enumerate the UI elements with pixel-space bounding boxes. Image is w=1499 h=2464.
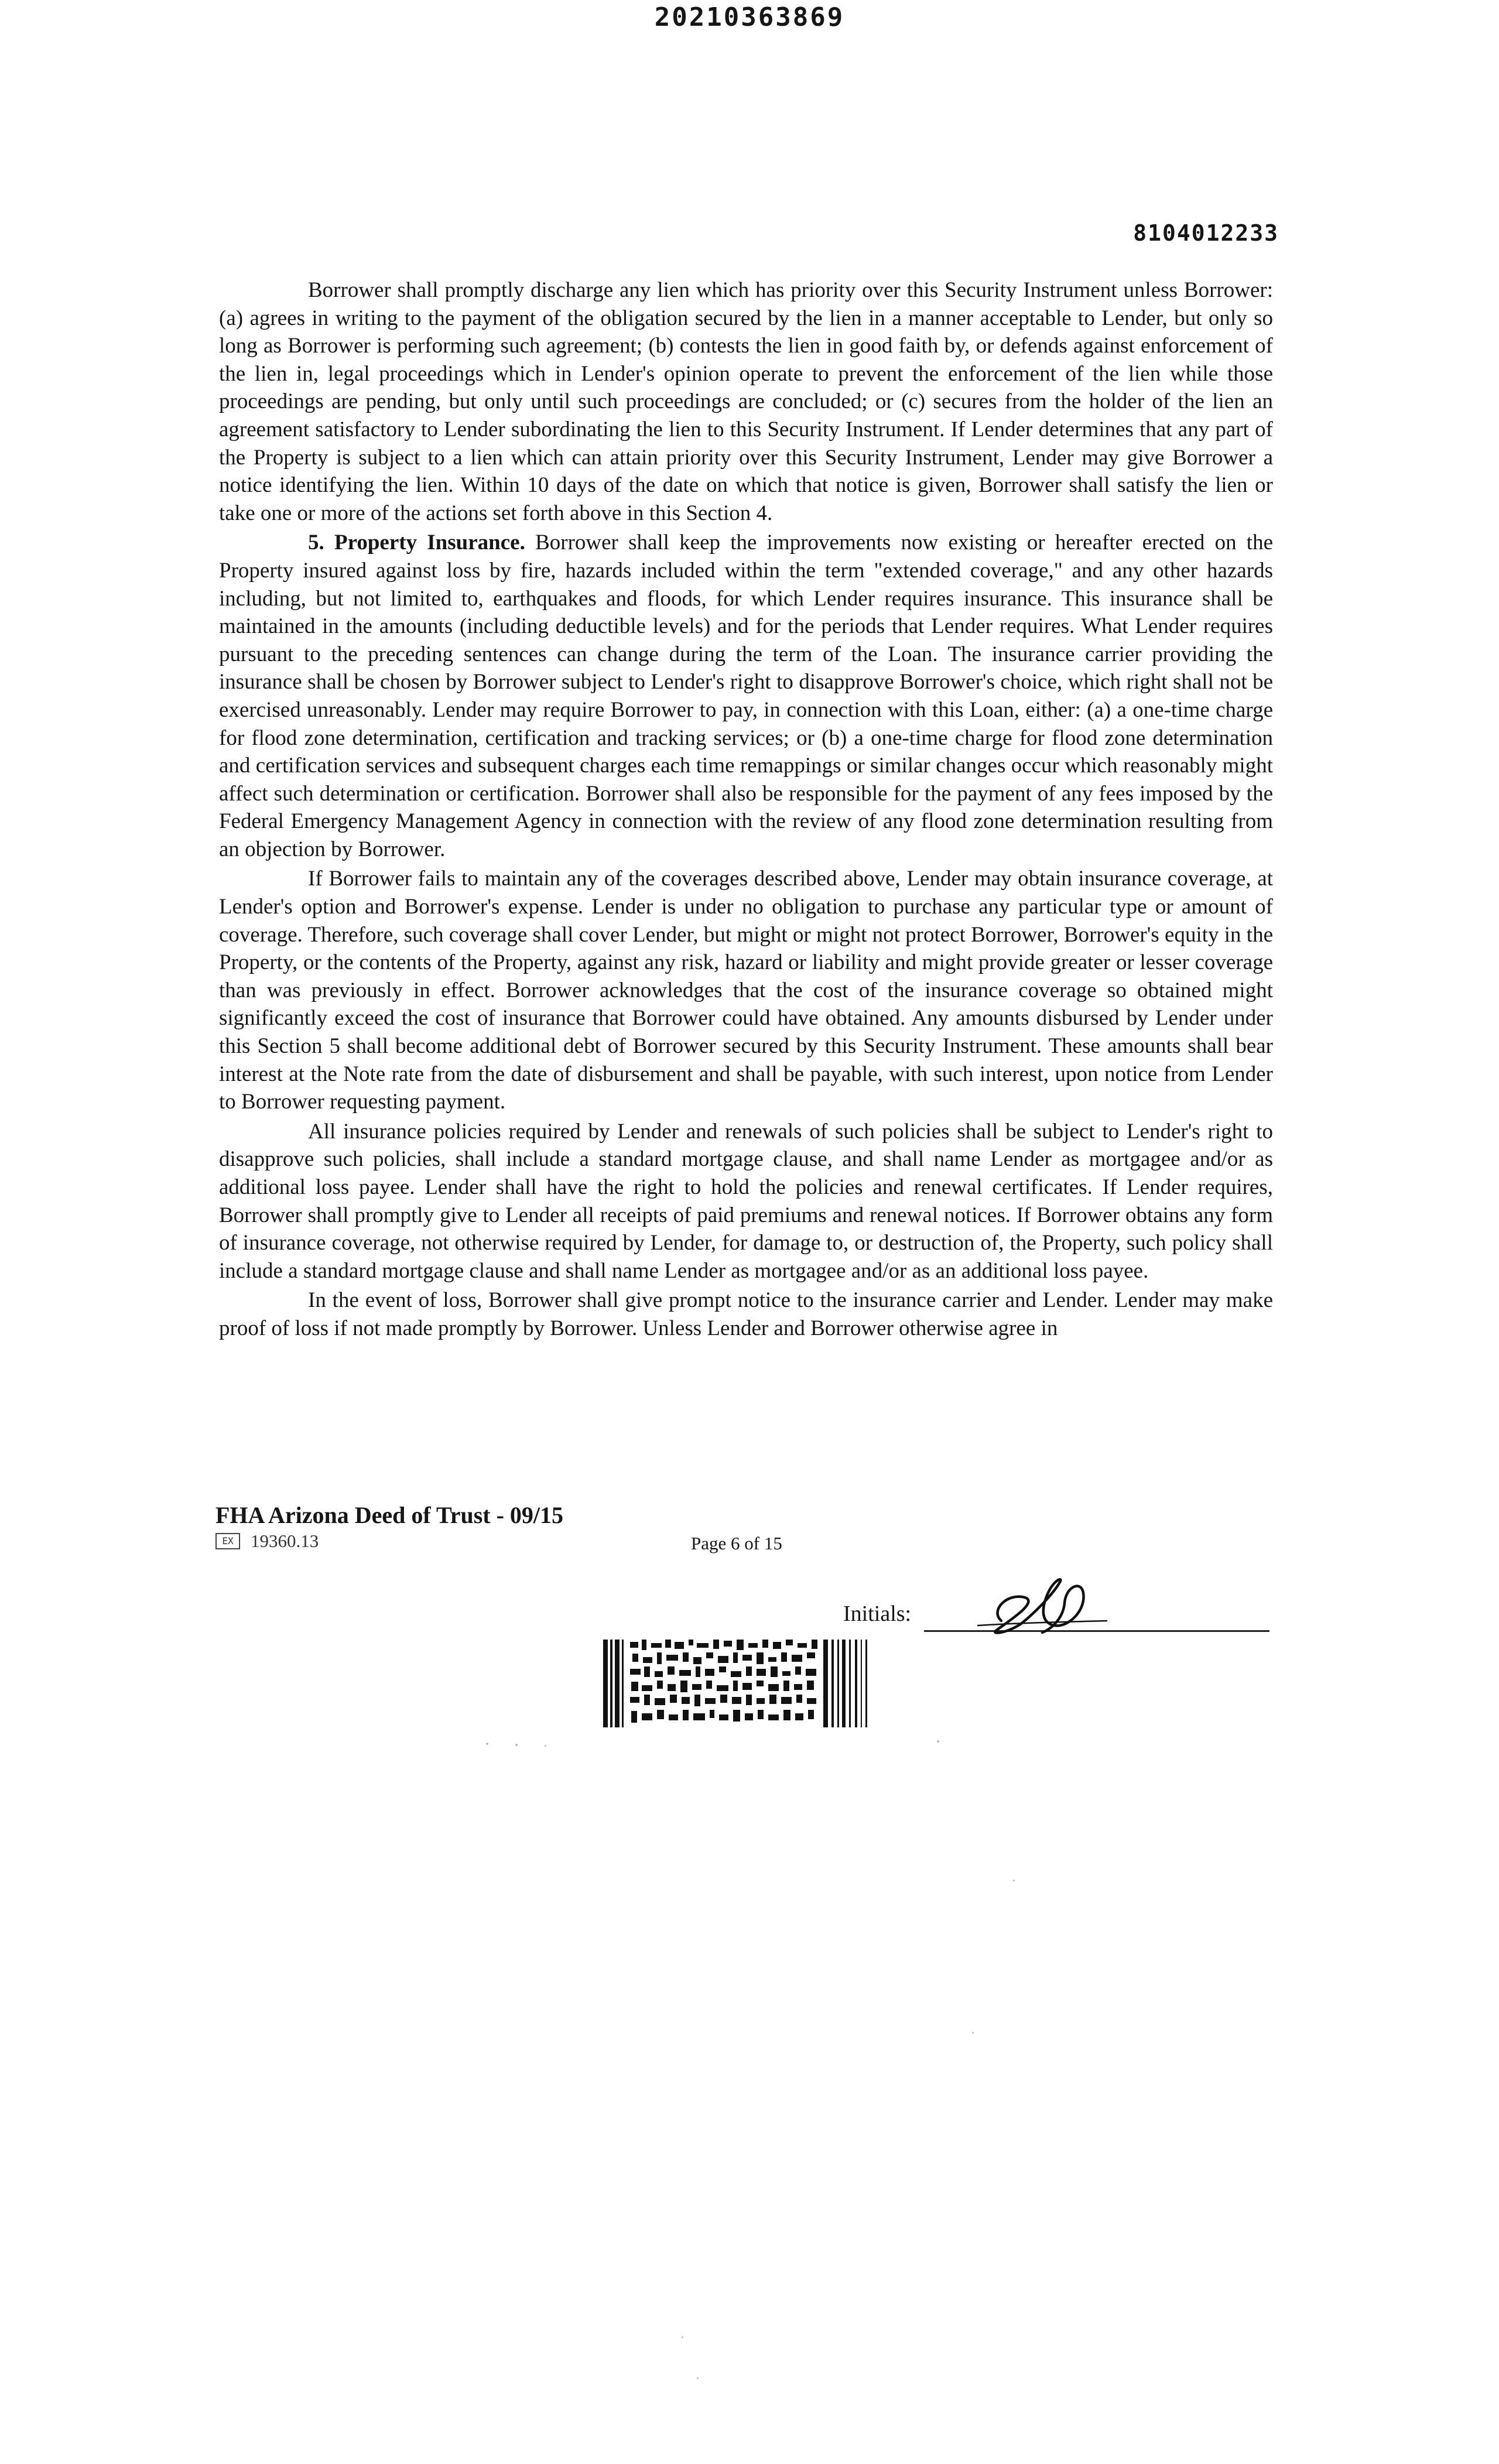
form-code-row — [215, 1531, 319, 1552]
recording-number: 20210363869 — [654, 2, 845, 32]
paragraph-text: All insurance policies required by Lender and renewals of such policies shall be subject to Lender's right to disapprove such policies, shall include a standard mortgage clause, and shall name Lender as mortgagee and/or as additional loss payee. Lender shall have the right to hold the policies and renewal certificates. If Lender requires, Borrower shall promptly give to Lender all receipts of paid premiums and renewal notices. If Borrower obtains any form of insurance coverage, not otherwise required by Lender, for damage to, or destruction of, the Property, such policy shall include a standard mortgage clause and shall name Lender as mortgagee and/or as an additional loss payee. — [219, 1119, 1273, 1283]
paragraph-text: Borrower shall promptly discharge any lien which has priority over this Security Instrument unless Borrower: (a) agrees in writing to the payment of the obligation secured by the lien in a manner acceptable to Lender, but only so long as Borrower is performing such agreement; (b) contests the lien in good faith by, or defends against enforcement of the lien in, legal proceedings which in Lender's opinion operate to prevent the enforcement of the lien while those proceedings are pending, but only until such proceedings are concluded; or (c) secures from the holder of the lien an agreement satisfactory to Lender subordinating the lien to this Security Instrument. If Lender determines that any part of the Property is subject to a lien which can attain priority over this Security Instrument, Lender may give Borrower a notice identifying the lien. Within 10 days of the date on which that notice is given, Borrower shall satisfy the lien or take one or more of the actions set forth above in this Section 4. — [219, 278, 1273, 525]
form-code: 19360.13 — [251, 1531, 319, 1551]
section-heading: 5. Property Insurance. — [308, 531, 525, 555]
document-body — [219, 276, 1273, 1344]
paragraph-text: If Borrower fails to maintain any of the coverages described above, Lender may obtain insurance coverage, at Lender's option and Borrower's expense. Lender is under no obligation to purchase any particular type or amount of coverage. Therefore, such coverage shall cover Lender, but might or might not protect Borrower, Borrower's equity in the Property, or the contents of the Property, against any risk, hazard or liability and might provide greater or lesser coverage than was previously in effect. Borrower acknowledges that the cost of the insurance coverage so obtained might significantly exceed the cost of insurance that Borrower could have obtained. Any amounts disbursed by Lender under this Section 5 shall become additional debt of Borrower secured by this Security Instrument. These amounts shall bear interest at the Note rate from the date of disbursement and shall be payable, with such interest, upon notice from Lender to Borrower requesting payment. — [219, 867, 1273, 1114]
loan-number: 8104012233 — [1133, 220, 1279, 246]
scan-speck — [937, 1740, 939, 1743]
scan-speck — [545, 1745, 546, 1747]
initials-label: Initials: — [843, 1601, 912, 1626]
paragraph-coverage-failure — [219, 865, 1273, 1115]
scan-speck — [972, 2032, 974, 2034]
paragraph-text: Borrower shall keep the improvements now existing or hereafter erected on the Property insured against loss by fire, hazards included within the term "extended coverage," and any other hazards including, but not limited to, earthquakes and floods, for which Lender requires insurance. This insurance shall be maintained in the amounts (including deductible levels) and for the periods that Lender requires. What Lender requires pursuant to the preceding sentences can change during the term of the Loan. The insurance carrier providing the insurance shall be chosen by Borrower subject to Lender's right to disapprove Borrower's choice, which right shall not be exercised unreasonably. Lender may require Borrower to pay, in connection with this Loan, either: (a) a one-time charge for flood zone determination, certification and tracking services; or (b) a one-time charge for flood zone determination and certification services and subsequent charges each time remappings or similar changes occur which reasonably might affect such determination or certification. Borrower shall also be responsible for the payment of any fees imposed by the Federal Emergency Management Agency in connection with the review of any flood zone determination resulting from an objection by Borrower. — [219, 531, 1273, 861]
document-barcode — [603, 1640, 871, 1727]
paragraph-insurance-policies — [219, 1118, 1273, 1285]
scan-speck — [682, 2336, 683, 2338]
form-software-icon: EX — [215, 1533, 240, 1549]
page-number: Page 6 of 15 — [691, 1533, 782, 1553]
scan-speck — [1013, 1880, 1015, 1881]
paragraph-text: In the event of loss, Borrower shall give prompt notice to the insurance carrier and Lender. Lender may make proof of loss if not made promptly by Borrower. Unless Lender and Borrower otherwise agree in — [219, 1288, 1273, 1340]
form-title: FHA Arizona Deed of Trust - 09/15 — [215, 1502, 564, 1528]
scan-speck — [515, 1744, 518, 1746]
paragraph-lien-discharge — [219, 276, 1273, 527]
paragraph-property-insurance — [219, 529, 1273, 863]
scan-speck — [486, 1743, 488, 1745]
initials-signature — [966, 1569, 1118, 1640]
paragraph-event-of-loss — [219, 1286, 1273, 1342]
scan-speck — [697, 2377, 699, 2379]
